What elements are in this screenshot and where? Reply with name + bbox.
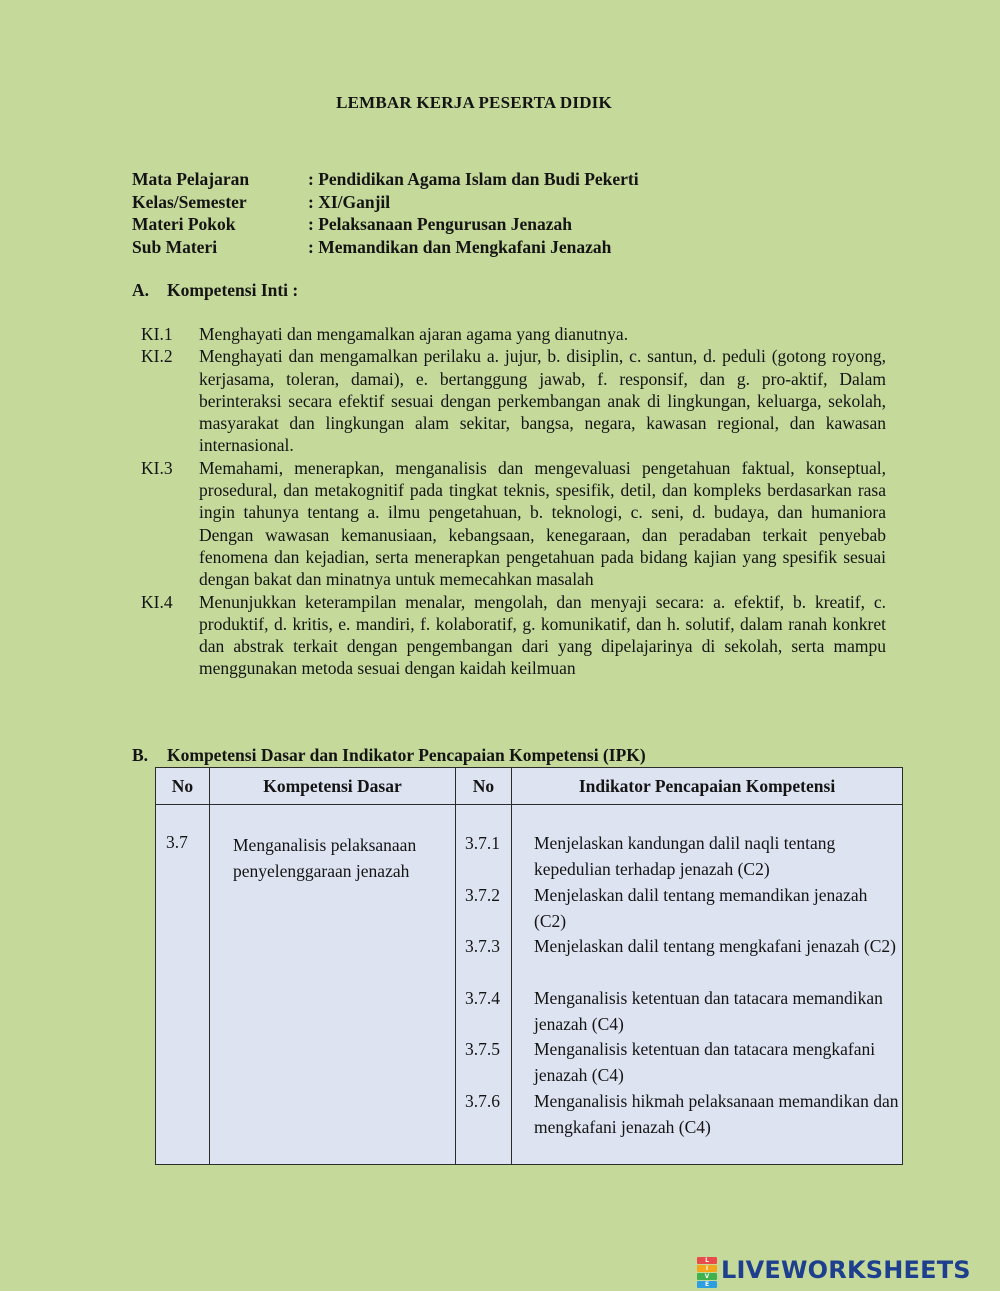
header-no-ipk: No (456, 768, 512, 805)
liveworksheets-logo (697, 1255, 971, 1288)
section-letter: A. (132, 280, 150, 300)
section-b-heading (132, 745, 646, 766)
table-row (156, 805, 903, 1165)
table-header-row (156, 768, 903, 805)
ipk-number-cell (456, 805, 512, 1165)
ipk-text: Menganalisis hikmah pelaksanaan memandikan dan mengkafani jenazah (C4) (534, 1090, 899, 1137)
ipk-number: 3.7.5 (465, 1039, 500, 1060)
live-logo-icon: L I V E (697, 1256, 717, 1284)
ki-item (141, 591, 886, 680)
worksheet-title: LEMBAR KERJA PESERTA DIDIK (336, 93, 612, 112)
section-letter: B. (132, 745, 149, 765)
section-title: Kompetensi Dasar dan Indikator Pencapaian Kompetensi (IPK) (167, 745, 646, 765)
ipk-text: Menjelaskan dalil tentang memandikan jenazah (C2) (534, 884, 868, 931)
meta-label: Mata Pelajaran (132, 169, 250, 189)
ki-text: Memahami, menerapkan, menganalisis dan mengevaluasi pengetahuan faktual, konseptual, prosedural, dan metakognitif pada tingkat teknis, spesifik, detil, dan kompleks berdasarkan rasa ingin tahunya tentang a. ilmu pengetahuan, b. teknologi, c. seni, d. budaya, dan humaniora Dengan wawasan kemanusiaan, kebangsaan, kenegaraan, dan peradaban terkait penyebab fenomena dan kejadian, serta menerapkan pengetahuan pada bidang kajian yang spesifik sesuai dengan bakat dan minatnya untuk memecahkan masalah (199, 457, 886, 590)
ipk-text: Menjelaskan kandungan dalil naqli tentang kepedulian terhadap jenazah (C2) (534, 833, 836, 879)
meta-value: : Pelaksanaan Pengurusan Jenazah (308, 214, 572, 234)
meta-label: Materi Pokok (132, 214, 236, 234)
meta-label: Kelas/Semester (132, 191, 247, 212)
ipk-number: 3.7.4 (465, 987, 500, 1008)
header-ipk: Indikator Pencapaian Kompetensi (512, 768, 903, 805)
header-no: No (156, 768, 210, 805)
meta-value: : Memandikan dan Mengkafani Jenazah (308, 236, 612, 257)
ipk-text-cell (512, 805, 903, 1165)
ipk-text: Menganalisis ketentuan dan tatacara mengkafani jenazah (C4) (534, 1039, 876, 1086)
kd-ipk-table (155, 767, 903, 1165)
ipk-number: 3.7.3 (465, 936, 500, 957)
meta-info (132, 168, 639, 258)
ki-item (141, 457, 886, 591)
ki-item (141, 345, 886, 456)
meta-label: Sub Materi (132, 236, 218, 257)
meta-row-class (132, 191, 639, 214)
ki-number: KI.1 (141, 324, 173, 344)
ipk-number: 3.7.2 (465, 884, 500, 905)
ki-number: KI.4 (141, 591, 173, 612)
header-kompetensi-dasar: Kompetensi Dasar (210, 768, 456, 805)
meta-value: : Pendidikan Agama Islam dan Budi Pekerti (308, 169, 639, 189)
section-title: Kompetensi Inti : (167, 280, 299, 300)
logo-text: LIVEWORKSHEETS (721, 1256, 971, 1284)
ipk-number: 3.7.6 (465, 1090, 500, 1111)
meta-row-subtopic (132, 236, 639, 259)
meta-row-topic (132, 213, 639, 236)
kompetensi-inti-list (141, 323, 886, 680)
ipk-number: 3.7.1 (465, 833, 500, 853)
section-a-heading (132, 280, 298, 301)
ki-text: Menunjukkan keterampilan menalar, mengolah, dan menyaji secara: a. efektif, b. kreatif, c. produktif, d. kritis, e. mandiri, f. kolaboratif, g. komunikatif, dan h. solutif, dalam ranah konkret dan abstrak terkait dengan pengembangan dari yang dipelajarinya di sekolah, serta mampu menggunakan metoda sesuai dengan kaidah keilmuan (199, 591, 886, 679)
meta-row-subject (132, 168, 639, 191)
ki-text: Menghayati dan mengamalkan perilaku a. jujur, b. disiplin, c. santun, d. peduli (gotong royong, kerjasama, toleran, damai), e. bertanggung jawab, f. responsif, dan g. pro-aktif, Dalam berinteraksi secara efektif sesuai dengan perkembangan anak di lingkungan, keluarga, sekolah, masyarakat dan lingkungan alam sekitar, bangsa, negara, kawasan regional, dan kawasan internasional. (199, 346, 886, 456)
kd-number: 3.7 (156, 805, 210, 1165)
ki-item (141, 323, 886, 345)
meta-value: : XI/Ganjil (308, 191, 391, 212)
ipk-text: Menganalisis ketentuan dan tatacara memandikan jenazah (C4) (534, 987, 883, 1034)
ki-text: Menghayati dan mengamalkan ajaran agama yang dianutnya. (199, 324, 629, 344)
ki-number: KI.2 (141, 346, 173, 367)
kd-text: Menganalisis pelaksanaan penyelenggaraan jenazah (210, 805, 456, 1165)
ki-number: KI.3 (141, 457, 173, 478)
ipk-text: Menjelaskan dalil tentang mengkafani jenazah (C2) (534, 936, 897, 957)
